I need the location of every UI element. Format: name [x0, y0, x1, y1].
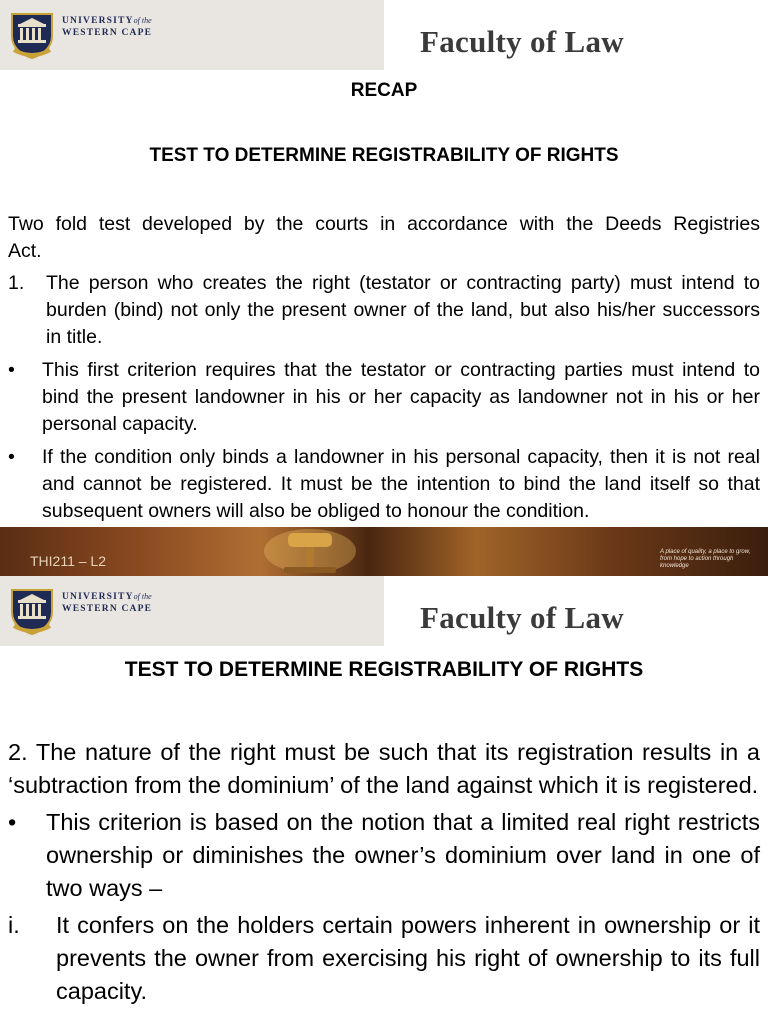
bullet-1	[8, 357, 760, 438]
bullet-2	[8, 444, 760, 525]
bullet-2-text: If the condition only binds a landowner in his personal capacity, then it is not real and cannot be registered. It must be the intention to bind the land itself so that subsequent owners will also be obliged to honour the condition.	[42, 446, 760, 522]
university-banner	[0, 0, 384, 70]
university-crest-icon	[6, 586, 58, 636]
criterion-2-text: 2. The nature of the right must be such that its registration results in a ‘subtraction from the dominium’ of the land against which it is registered.	[8, 739, 760, 798]
criterion-1	[8, 270, 760, 351]
bullet-1-marker: •	[8, 359, 15, 381]
university-western-cape-2: WESTERN CAPE	[62, 604, 153, 614]
university-logo-2	[6, 586, 152, 636]
university-name-2	[62, 591, 152, 615]
sub-item-i-number: i.	[8, 912, 20, 938]
faculty-title-2: Faculty of Law	[420, 600, 624, 635]
university-name	[62, 15, 152, 39]
university-crest-icon	[6, 10, 58, 60]
criterion-1-number: 1.	[8, 272, 25, 294]
university-tagline: A place of quality, a place to grow, from hope to action through knowledge	[660, 549, 751, 569]
university-word-2: UNIVERSITY	[62, 592, 134, 602]
university-of-the: of the	[133, 16, 152, 25]
slide-body	[8, 211, 760, 525]
course-code: THI211 – L2	[30, 553, 107, 569]
slide-footer	[0, 527, 768, 576]
university-logo	[6, 10, 152, 60]
bullet-2-marker: •	[8, 446, 15, 468]
faculty-title: Faculty of Law	[420, 24, 624, 59]
bullet-1-text: This first criterion requires that the testator or contracting parties must intend to bind the present landowner in his or her capacity as landowner not in his or her personal capacity.	[42, 359, 760, 435]
slide-2-bullet-1-marker: •	[8, 809, 17, 835]
intro-line-2: Act.	[8, 240, 42, 262]
university-western-cape: WESTERN CAPE	[62, 28, 153, 38]
slide-2-body	[8, 736, 760, 1008]
slide-2	[0, 576, 768, 1024]
criterion-1-text: The person who creates the right (testator or contracting party) must intend to burden (bind) not only the present owner of the land, but also his/her successors in title.	[46, 272, 760, 348]
university-banner-2	[0, 576, 384, 646]
intro-line-1: Two fold test developed by the courts in accordance with the Deeds Registries	[8, 213, 760, 235]
slide-2-bullet-1	[8, 806, 760, 905]
sub-item-i	[8, 909, 760, 1008]
slide-2-bullet-1-text: This criterion is based on the notion that a limited real right restricts ownership or diminishes the owner’s dominium over land in one of two ways –	[46, 809, 760, 901]
gavel-icon	[250, 527, 370, 576]
university-word: UNIVERSITY	[62, 16, 134, 26]
sub-item-i-text: It confers on the holders certain powers inherent in ownership or it prevents the owner from exercising his right of ownership to its full capacity.	[56, 912, 760, 1004]
slide-title: TEST TO DETERMINE REGISTRABILITY OF RIGHTS	[149, 145, 619, 166]
university-of-the-2: of the	[133, 592, 152, 601]
recap-heading: RECAP	[350, 80, 418, 101]
slide-2-title: TEST TO DETERMINE REGISTRABILITY OF RIGHTS	[124, 658, 644, 681]
